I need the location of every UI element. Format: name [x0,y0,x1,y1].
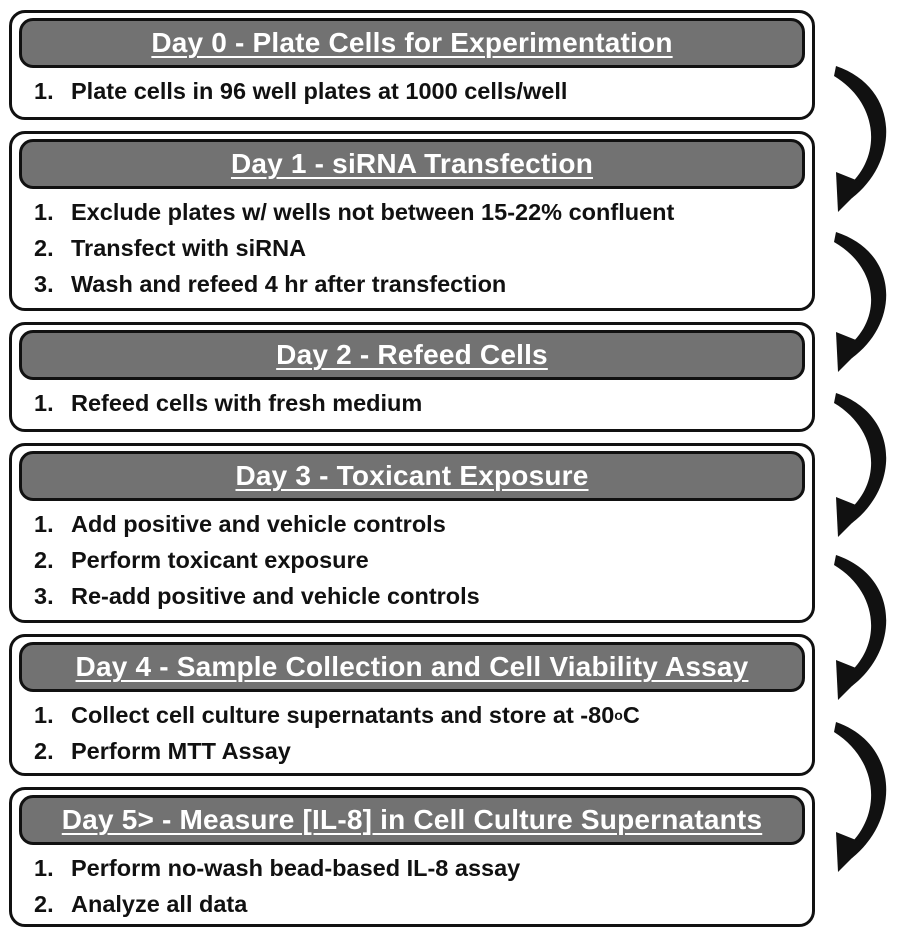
step-item: 2. Perform toxicant exposure [34,546,369,573]
step-list [34,697,640,769]
step-item: 1. Exclude plates w/ wells not between 15-22% confluent [34,198,675,225]
card-day1 [9,131,815,311]
step-item: 3. Re-add positive and vehicle controls [34,582,480,609]
card-title: Day 1 - siRNA Transfection [230,148,594,179]
card-day5 [9,787,815,927]
card-header [19,139,805,189]
step-item: 2. Analyze all data [34,890,248,917]
step-list [34,850,520,922]
card-title: Day 2 - Refeed Cells [276,339,548,370]
card-header [19,795,805,845]
step-item: 1. Plate cells in 96 well plates at 1000 cells/well [34,77,568,104]
step-item: 2. Perform MTT Assay [34,737,291,764]
card-title: Day 0 - Plate Cells for Experimentation [151,27,673,58]
step-item: 1. Collect cell culture supernatants and store at -80 o C [34,701,640,728]
card-header [19,451,805,501]
degree-superscript: o [614,707,623,723]
card-header [19,18,805,68]
step-list [34,506,480,614]
step-item: 3. Wash and refeed 4 hr after transfection [34,270,507,297]
step-item: 1. Add positive and vehicle controls [34,510,446,537]
card-header [19,642,805,692]
card-day0 [9,10,815,120]
card-title: Day 4 - Sample Collection and Cell Viability Assay [75,651,749,682]
step-list [34,73,567,109]
card-day2 [9,322,815,432]
step-list [34,194,674,302]
card-day4 [9,634,815,776]
card-title: Day 5> - Measure [IL-8] in Cell Culture Supernatants [61,804,763,835]
step-item: 1. Refeed cells with fresh medium [34,389,423,416]
card-header [19,330,805,380]
step-list [34,385,422,421]
card-day3 [9,443,815,623]
step-item: 2. Transfect with siRNA [34,234,307,261]
step-item: 1. Perform no-wash bead-based IL-8 assay [34,854,521,881]
card-title: Day 3 - Toxicant Exposure [235,460,589,491]
